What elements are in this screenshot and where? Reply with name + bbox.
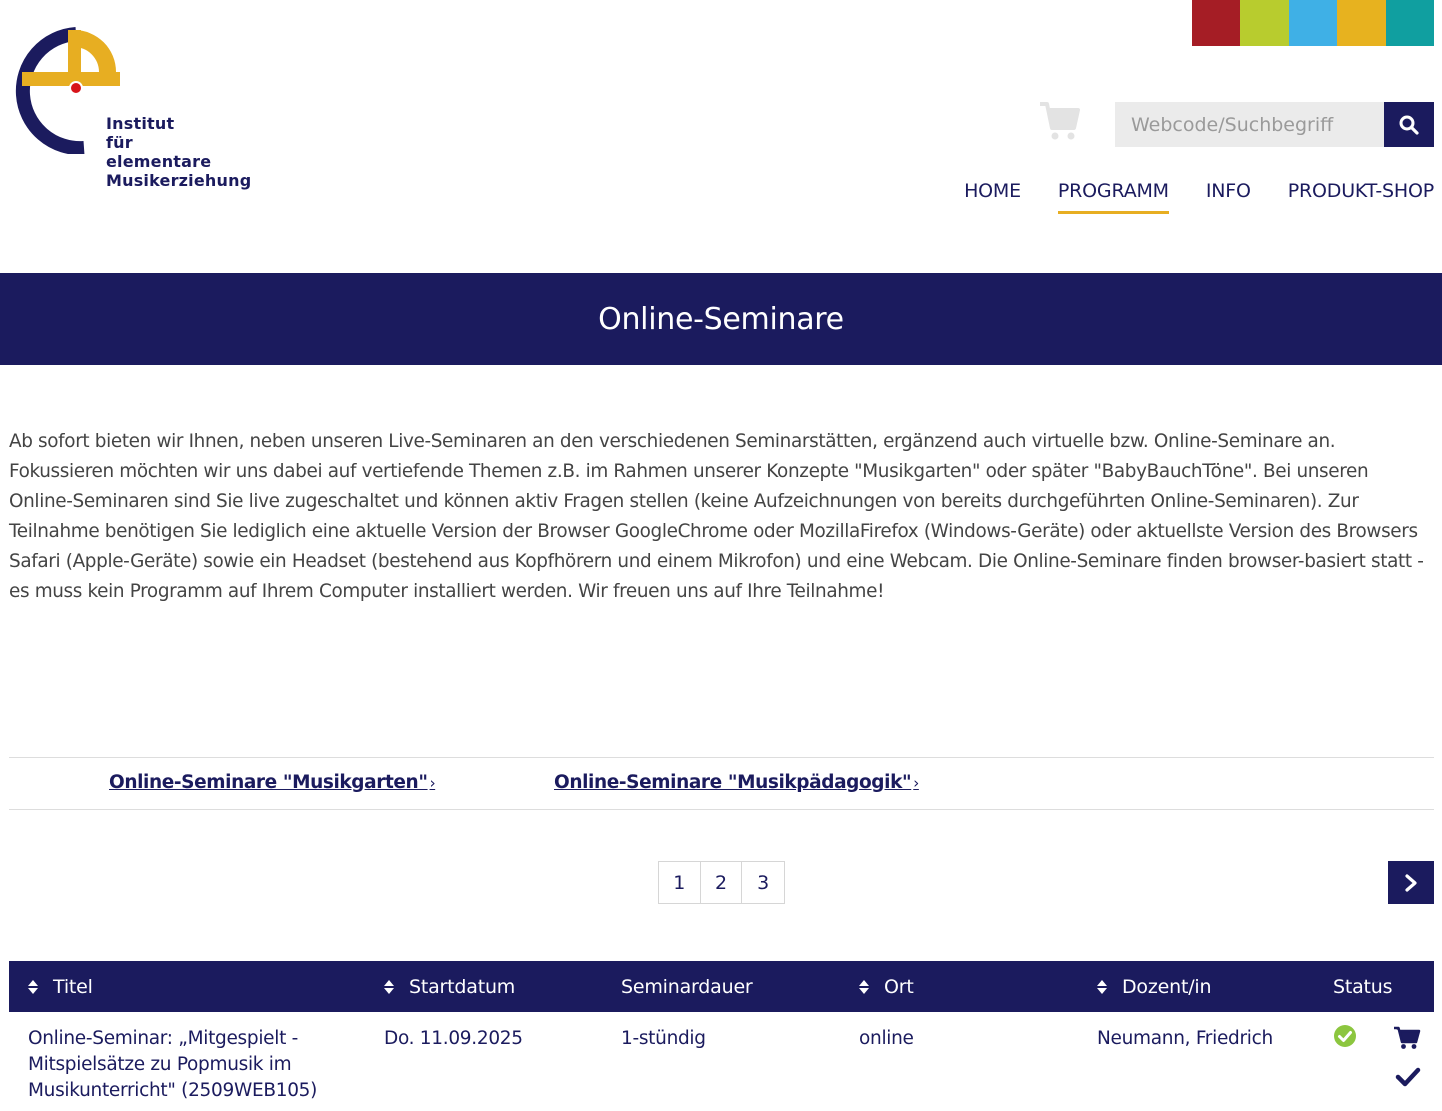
color-block-red xyxy=(1192,0,1240,46)
nav-item-home[interactable]: HOME xyxy=(964,180,1021,202)
next-page-button[interactable] xyxy=(1388,861,1434,904)
category-link-label: Online-Seminare "Musikgarten" xyxy=(109,772,428,793)
sort-icon xyxy=(383,979,395,995)
color-block-blue xyxy=(1289,0,1337,46)
check-circle-icon xyxy=(1333,1024,1357,1056)
seminar-lecturer: Neumann, Friedrich xyxy=(1097,1028,1273,1049)
chevron-right-icon: › xyxy=(913,774,919,792)
sort-icon xyxy=(1096,979,1108,995)
column-header-label: Titel xyxy=(53,975,93,998)
category-link-musikgarten[interactable] xyxy=(109,772,435,793)
site-logo[interactable] xyxy=(14,24,254,199)
main-nav xyxy=(927,180,1434,214)
logo-line: Musikerziehung xyxy=(106,171,252,190)
category-link-musikpaedagogik[interactable] xyxy=(554,772,919,793)
column-header-label: Ort xyxy=(884,975,914,998)
seminar-start-date: Do. 11.09.2025 xyxy=(384,1028,523,1049)
table-header xyxy=(9,961,1434,1012)
cart-icon[interactable] xyxy=(1038,100,1080,142)
chevron-right-icon xyxy=(1404,874,1418,892)
column-header-status xyxy=(1333,961,1392,1012)
column-header-label: Dozent/in xyxy=(1122,975,1212,998)
sort-icon xyxy=(27,979,39,995)
category-link-label: Online-Seminare "Musikpädagogik" xyxy=(554,772,912,793)
logo-line: Institut xyxy=(106,114,175,133)
logo-line: elementare xyxy=(106,152,212,171)
seminar-title-link[interactable]: Online-Seminar: „Mitgespielt - Mitspielsätze zu Popmusik im Musikunterricht" (2509WEB105) xyxy=(28,1028,318,1101)
page-button-1[interactable]: 1 xyxy=(659,862,701,903)
search-input[interactable] xyxy=(1115,102,1384,147)
column-header-duration xyxy=(621,961,753,1012)
logo-line: für xyxy=(106,133,133,152)
seminar-duration: 1-stündig xyxy=(621,1028,706,1049)
nav-item-info[interactable]: INFO xyxy=(1205,180,1251,202)
page-button-3[interactable]: 3 xyxy=(757,871,770,894)
intro-text: Ab sofort bieten wir Ihnen, neben unseren Live-Seminaren an den verschiedenen Seminarstätten, ergänzend auch virtuelle bzw. Online-Seminare an. Fokussieren möchten wir uns dabei auf vertiefende Themen z.B. im Rahmen unserer Konzepte "Musikgarten" oder später "BabyBauchTöne". Bei unseren Online-Seminaren sind Sie live zugeschaltet und können aktiv Fragen stellen (keine Aufzeichnungen von bereits durchgeführten Online-Seminaren). Zur Teilnahme benötigen Sie lediglich eine aktuelle Version der Browser GoogleChrome oder MozillaFirefox (Windows-Geräte) oder aktuellste Version des Browsers Safari (Apple-Geräte) sowie ein Headset (bestehend aus Kopfhörern und einem Mikrofon) und eine Webcam. Die Online-Seminare finden browser-basiert statt - es muss kein Programm auf Ihrem Computer installiert werden. Wir freuen uns auf Ihre Teilnahme! xyxy=(9,431,1424,602)
table-row xyxy=(9,1012,1434,1111)
column-header-start[interactable] xyxy=(383,961,515,1012)
pagination xyxy=(658,861,785,904)
column-header-lecturer[interactable] xyxy=(1096,961,1211,1012)
color-block-green xyxy=(1240,0,1288,46)
column-header-title[interactable] xyxy=(27,961,93,1012)
search-icon xyxy=(1399,115,1419,135)
page-banner xyxy=(0,273,1442,365)
sort-icon xyxy=(858,979,870,995)
nav-item-produkt-shop[interactable]: PRODUKT-SHOP xyxy=(1287,180,1434,202)
column-header-label: Startdatum xyxy=(409,975,516,998)
search-button[interactable] xyxy=(1384,102,1434,147)
page-title: Online-Seminare xyxy=(598,301,844,337)
page-button-2[interactable]: 2 xyxy=(701,862,743,903)
chevron-right-icon: › xyxy=(429,774,436,792)
add-to-cart-icon[interactable] xyxy=(1393,1026,1421,1058)
color-block-yellow xyxy=(1337,0,1385,46)
column-header-label: Status xyxy=(1333,975,1393,998)
column-header-place[interactable] xyxy=(858,961,914,1012)
brand-color-strip xyxy=(1192,0,1434,46)
color-block-teal xyxy=(1386,0,1434,46)
seminar-place: online xyxy=(859,1028,914,1049)
category-links xyxy=(9,757,1434,810)
column-header-label: Seminardauer xyxy=(621,975,753,998)
nav-item-programm[interactable]: PROGRAMM xyxy=(1058,180,1169,214)
book-check-icon[interactable] xyxy=(1395,1066,1421,1096)
logo-text xyxy=(106,114,251,190)
